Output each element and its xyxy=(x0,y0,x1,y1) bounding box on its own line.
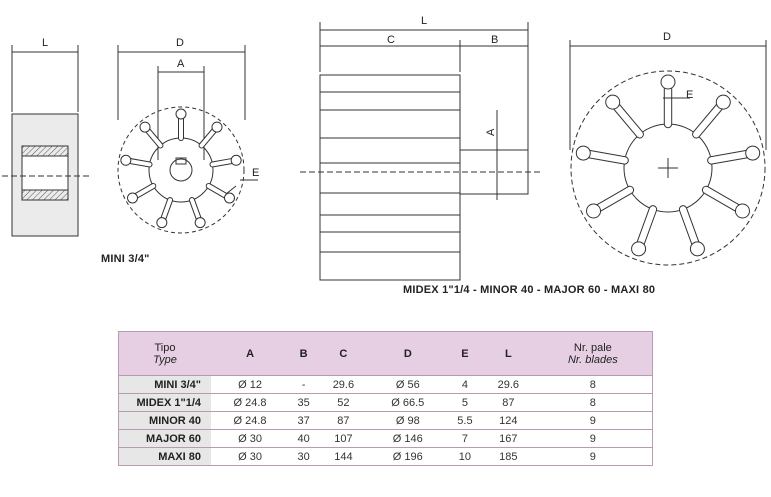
mini-blade-tip xyxy=(195,218,205,228)
dim-B-large: B xyxy=(491,34,499,46)
table-row xyxy=(119,376,653,394)
cell-c: 144 xyxy=(318,448,369,466)
spec-table xyxy=(118,331,653,466)
large-blade-tip xyxy=(735,204,749,218)
dim-L-large: L xyxy=(421,15,428,27)
table-header-row xyxy=(119,332,653,376)
dim-D-mini: D xyxy=(176,37,184,49)
mini-front-view xyxy=(118,45,258,233)
header-blades-en: Nr. blades xyxy=(567,353,618,366)
table-row xyxy=(119,412,653,430)
large-blade-tip xyxy=(632,242,646,256)
cell-e: 7 xyxy=(447,430,483,448)
cell-c: 107 xyxy=(318,430,369,448)
cell-a: Ø 24.8 xyxy=(211,394,289,412)
mini-blade-tip xyxy=(157,218,167,228)
large-side-view xyxy=(300,22,540,280)
dim-A-mini: A xyxy=(177,58,185,70)
header-col-l: L xyxy=(483,332,534,376)
cell-e: 10 xyxy=(447,448,483,466)
large-blade-tip xyxy=(606,95,620,109)
header-col-d: D xyxy=(369,332,447,376)
cell-c: 29.6 xyxy=(318,376,369,394)
mini-blade-tip xyxy=(128,193,138,203)
mini-side-view xyxy=(2,45,90,236)
cell-b: 30 xyxy=(289,448,318,466)
cell-e: 5.5 xyxy=(447,412,483,430)
row-model: MAXI 80 xyxy=(119,448,212,466)
mini-blade-tip xyxy=(231,155,241,165)
large-blade-tip xyxy=(587,204,601,218)
mini-blade-tip xyxy=(224,193,234,203)
row-model: MIDEX 1"1/4 xyxy=(119,394,212,412)
header-col-c: C xyxy=(318,332,369,376)
header-blades-it: Nr. pale xyxy=(573,341,612,354)
large-blade-tip xyxy=(661,75,675,89)
large-front-view xyxy=(570,40,766,265)
cell-b: 40 xyxy=(289,430,318,448)
cell-blades: 9 xyxy=(534,412,653,430)
mini-blade-tip xyxy=(140,122,150,132)
cell-blades: 9 xyxy=(534,448,653,466)
caption-mini: MINI 3/4" xyxy=(101,253,150,265)
dim-A-large: A xyxy=(485,128,497,136)
cell-c: 87 xyxy=(318,412,369,430)
header-type xyxy=(119,332,212,376)
row-model: MINI 3/4" xyxy=(119,376,212,394)
dim-L-mini: L xyxy=(42,37,49,49)
dim-E-large: E xyxy=(686,89,694,101)
cell-d: Ø 196 xyxy=(369,448,447,466)
cell-b: 35 xyxy=(289,394,318,412)
cell-c: 52 xyxy=(318,394,369,412)
cell-l: 29.6 xyxy=(483,376,534,394)
header-col-a: A xyxy=(211,332,289,376)
cell-e: 4 xyxy=(447,376,483,394)
header-col-b: B xyxy=(289,332,318,376)
header-type-label: Type xyxy=(153,353,177,366)
cell-e: 5 xyxy=(447,394,483,412)
cell-a: Ø 30 xyxy=(211,448,289,466)
dim-C-large: C xyxy=(387,34,395,46)
cell-l: 124 xyxy=(483,412,534,430)
cell-d: Ø 146 xyxy=(369,430,447,448)
table-row xyxy=(119,430,653,448)
header-tipo-label: Tipo xyxy=(154,341,176,354)
large-blade-tip xyxy=(746,146,760,160)
large-blade-tip xyxy=(576,146,590,160)
dim-D-large: D xyxy=(663,31,671,43)
table-row xyxy=(119,448,653,466)
large-blade-tip xyxy=(690,242,704,256)
cell-d: Ø 56 xyxy=(369,376,447,394)
caption-large: MIDEX 1"1/4 - MINOR 40 - MAJOR 60 - MAXI 80 xyxy=(403,284,656,296)
row-model: MAJOR 60 xyxy=(119,430,212,448)
cell-blades: 8 xyxy=(534,376,653,394)
header-blades xyxy=(534,332,653,376)
cell-a: Ø 12 xyxy=(211,376,289,394)
cell-l: 185 xyxy=(483,448,534,466)
cell-blades: 8 xyxy=(534,394,653,412)
table-row xyxy=(119,394,653,412)
cell-l: 87 xyxy=(483,394,534,412)
cell-l: 167 xyxy=(483,430,534,448)
header-col-e: E xyxy=(447,332,483,376)
dim-E-mini: E xyxy=(252,167,260,179)
cell-b: 37 xyxy=(289,412,318,430)
cell-b: - xyxy=(289,376,318,394)
cell-a: Ø 30 xyxy=(211,430,289,448)
mini-blade-tip xyxy=(121,155,131,165)
cell-d: Ø 98 xyxy=(369,412,447,430)
mini-blade-tip xyxy=(212,122,222,132)
row-model: MINOR 40 xyxy=(119,412,212,430)
cell-d: Ø 66.5 xyxy=(369,394,447,412)
mini-blade-tip xyxy=(176,109,186,119)
cell-blades: 9 xyxy=(534,430,653,448)
large-blade-tip xyxy=(716,95,730,109)
cell-a: Ø 24.8 xyxy=(211,412,289,430)
